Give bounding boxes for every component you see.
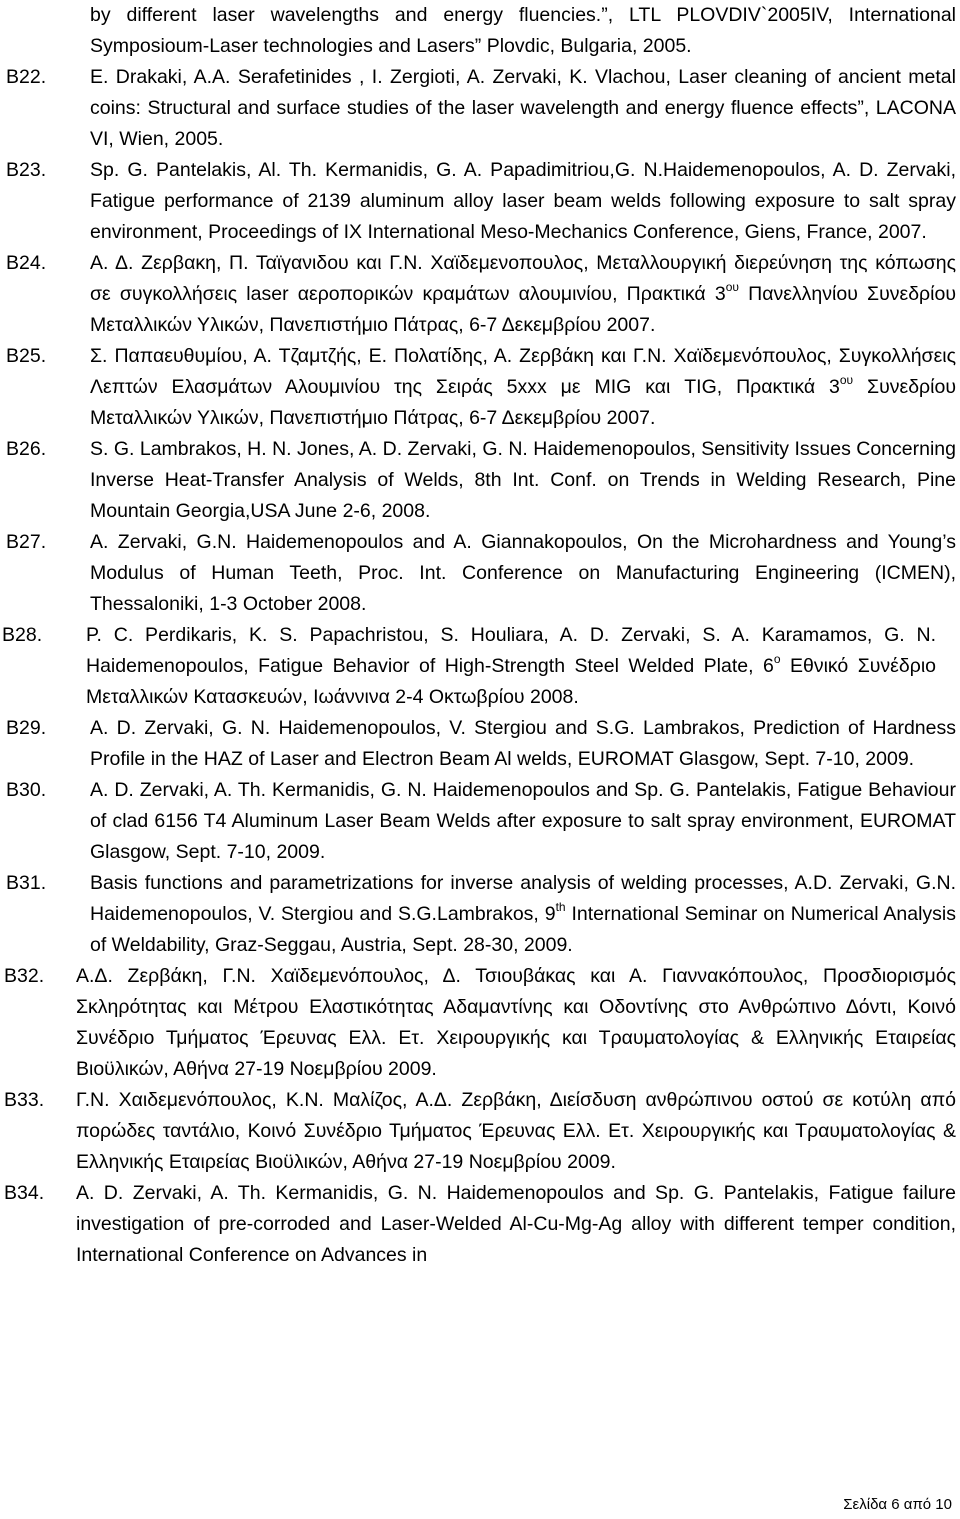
reference-number: B30. [6, 779, 47, 801]
reference-number: B29. [6, 717, 47, 739]
reference-item-b22 [0, 62, 960, 155]
reference-item-b29 [0, 713, 960, 775]
reference-text: A. D. Zervaki, A. Th. Kermanidis, G. N. Haidemenopoulos and Sp. G. Pantelakis, Fatigue failure investigation of pre-corroded and Laser-Welded Al-Cu-Mg-Ag alloy with different temper condition, International Conference on Advances in [76, 1182, 956, 1266]
reference-text: Α.Δ. Ζερβάκη, Γ.Ν. Χαϊδεμενόπουλος, Δ. Τσιουβάκας και Α. Γιαννακόπουλος, Προσδιορισμός Σκληρότητας και Μέτρου Ελαστικότητας Αδαμαντίνης και Οδοντίνης στο Ανθρώπινο Δόντι, Κοινό Συνέδριο Τμήματος Έρευνας Ελλ. Ετ. Χειρουργικής και Τραυματολογίας & Ελληνικής Εταιρείας Βιοϋλικών, Αθήνα 27-19 Νοεμβρίου 2009. [76, 965, 956, 1080]
reference-text-part: Εθνικό Συνέδριο Μεταλλικών Κατασκευών, Ιωάννινα 2-4 Οκτωβρίου 2008. [86, 655, 936, 708]
superscript: ο [773, 652, 781, 666]
reference-text [90, 248, 956, 341]
reference-text-part: Σ. Παπαευθυμίου, Α. Τζαμτζής, Ε. Πολατίδης, Α. Ζερβάκη και Γ.Ν. Χαϊδεμενόπουλος, Συγκολλήσεις Λεπτών Ελασμάτων Αλουμινίου της Σειράς 5xxx με MIG και TIG, Πρακτικά 3 [90, 345, 956, 398]
page-number-footer: Σελίδα 6 από 10 [843, 1496, 952, 1513]
reference-item-b23 [0, 155, 960, 248]
reference-item-b28 [0, 620, 960, 713]
reference-text [90, 868, 956, 961]
reference-text: by different laser wavelengths and energy fluencies.”, LTL PLOVDIV`2005IV, International Symposioum-Laser technologies and Lasers” Plovdic, Bulgaria, 2005. [90, 4, 956, 57]
reference-text [86, 620, 936, 713]
superscript: ου [725, 280, 739, 294]
reference-item-b25 [0, 341, 960, 434]
reference-text-part: Συνεδρίου Μεταλλικών Υλικών, Πανεπιστήμιο Πάτρας, 6-7 Δεκεμβρίου 2007. [90, 376, 956, 429]
reference-number: B32. [4, 965, 45, 987]
reference-text: A. D. Zervaki, G. N. Haidemenopoulos, V. Stergiou and S.G. Lambrakos, Prediction of Hardness Profile in the HAZ of Laser and Electron Beam Al welds, EUROMAT Glasgow, Sept. 7-10, 2009. [90, 717, 956, 770]
reference-number: B34. [4, 1182, 45, 1204]
reference-text: A. D. Zervaki, A. Th. Kermanidis, G. N. Haidemenopoulos and Sp. G. Pantelakis, Fatigue Behaviour of clad 6156 T4 Aluminum Laser Beam Welds after exposure to salt spray environment, EUROMAT Glasgow, Sept. 7-10, 2009. [90, 779, 956, 863]
reference-number: B27. [6, 531, 47, 553]
reference-text: Sp. G. Pantelakis, Al. Th. Kermanidis, G. A. Papadimitriou,G. N.Haidemenopoulos, A. D. Zervaki, Fatigue performance of 2139 aluminum alloy laser beam welds following exposure to salt spray environment, Proceedings of IX International Meso-Mechanics Conference, Giens, France, 2007. [90, 159, 956, 243]
reference-number: B31. [6, 872, 47, 894]
reference-number: B24. [6, 252, 47, 274]
reference-text-part: International Seminar on Numerical Analysis of Weldability, Graz-Seggau, Austria, Sept. 28-30, 2009. [90, 903, 956, 956]
reference-item-b33 [0, 1085, 960, 1178]
reference-text: A. Zervaki, G.N. Haidemenopoulos and A. Giannakopoulos, On the Microhardness and Young’s Modulus of Human Teeth, Proc. Int. Conference on Manufacturing Engineering (ICMEN), Thessaloniki, 1-3 October 2008. [90, 531, 956, 615]
reference-text: S. G. Lambrakos, H. N. Jones, A. D. Zervaki, G. N. Haidemenopoulos, Sensitivity Issues Concerning Inverse Heat-Transfer Analysis of Welds, 8th Int. Conf. on Trends in Welding Research, Pine Mountain Georgia,USA June 2-6, 2008. [90, 438, 956, 522]
reference-number: B28. [2, 624, 43, 646]
reference-item-b34 [0, 1178, 960, 1271]
reference-item-b27 [0, 527, 960, 620]
reference-text: Γ.Ν. Χαιδεμενόπουλος, Κ.Ν. Μαλίζος, Α.Δ. Ζερβάκη, Διείσδυση ανθρώπινου οστού σε κοτύλη από πορώδες ταντάλιο, Κοινό Συνέδριο Τμήματος Έρευνας Ελλ. Ετ. Χειρουργικής και Τραυματολογίας & Ελληνικής Εταιρείας Βιοϋλικών, Αθήνα 27-19 Νοεμβρίου 2009. [76, 1089, 956, 1173]
reference-item-b30 [0, 775, 960, 868]
reference-item-continued [0, 0, 960, 62]
reference-number: B23. [6, 159, 47, 181]
reference-text-part: Basis functions and parametrizations for inverse analysis of welding processes, A.D. Zervaki, G.N. Haidemenopoulos, V. Stergiou and S.G.Lambrakos, 9 [90, 872, 956, 925]
reference-number: B22. [6, 66, 47, 88]
reference-number: B26. [6, 438, 47, 460]
reference-text: E. Drakaki, A.A. Serafetinides , I. Zergioti, A. Zervaki, K. Vlachou, Laser cleaning of ancient metal coins: Structural and surface studies of the laser wavelength and energy fluence effects”, LACONA VI, Wien, 2005. [90, 66, 956, 150]
reference-item-b24 [0, 248, 960, 341]
reference-item-b31 [0, 868, 960, 961]
reference-text-part: P. C. Perdikaris, K. S. Papachristou, S. Houliara, A. D. Zervaki, S. A. Karamamos, G. N. Haidemenopoulos, Fatigue Behavior of High-Strength Steel Welded Plate, 6 [86, 624, 936, 677]
reference-item-b26 [0, 434, 960, 527]
reference-text [90, 341, 956, 434]
superscript: th [555, 900, 566, 914]
reference-item-b32 [0, 961, 960, 1085]
reference-number: B25. [6, 345, 47, 367]
reference-text-part: Α. Δ. Ζερβακη, Π. Ταϊγανιδου και Γ.Ν. Χαϊδεμενοπουλος, Μεταλλουργική διερεύνηση της κόπωσης σε συγκολλήσεις laser αεροπορικών κραμάτων αλουμινίου, Πρακτικά 3 [90, 252, 956, 305]
superscript: ου [839, 373, 854, 387]
reference-text-part: Πανελληνίου Συνεδρίου Μεταλλικών Υλικών, Πανεπιστήμιο Πάτρας, 6-7 Δεκεμβρίου 2007. [90, 283, 956, 336]
reference-number: B33. [4, 1089, 45, 1111]
